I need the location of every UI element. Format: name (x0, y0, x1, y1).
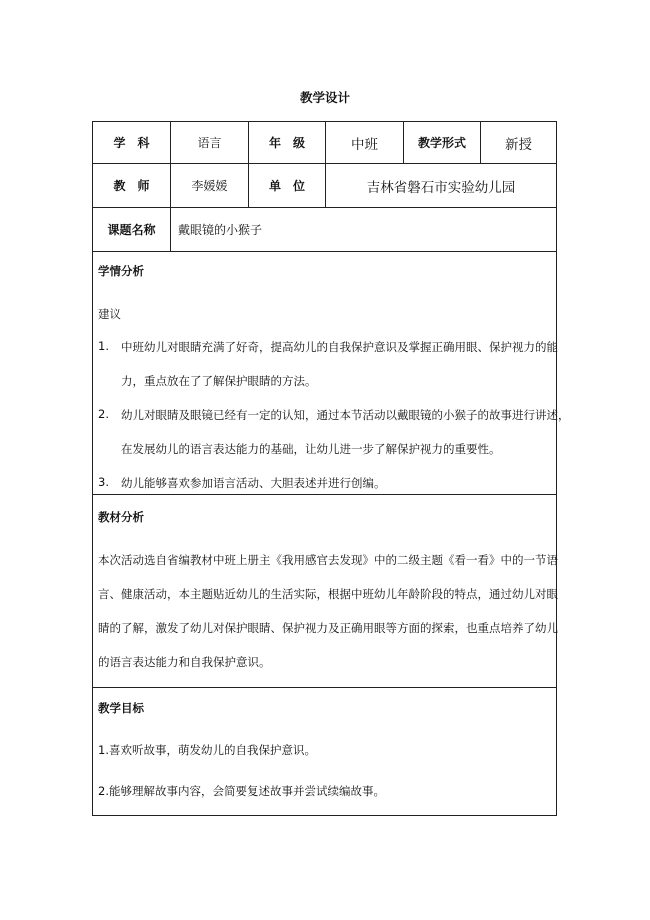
paragraph-line: 本次活动选自省编教材中班上册主《我用感官去发现》中的二级主题《看一看》中的一节语 (98, 553, 558, 567)
lesson-plan-table (92, 121, 570, 816)
form-value: 新授 (505, 136, 532, 153)
teaching-goals-heading: 教学目标 (98, 701, 144, 715)
grade-value: 中班 (351, 136, 378, 153)
paragraph-line: 的语言表达能力和自我保护意识。 (98, 655, 271, 669)
material-analysis-heading: 教材分析 (98, 510, 144, 524)
subject-value: 语言 (197, 136, 222, 150)
list-item-line: 幼儿能够喜欢参加语言活动、大胆表述并进行创编。 (121, 476, 386, 490)
unit-label: 单 位 (268, 179, 305, 193)
section-divider (93, 687, 556, 688)
document-title: 教学设计 (299, 90, 350, 105)
topic-label: 课题名称 (107, 223, 156, 237)
paragraph-line: 言、健康活动，本主题贴近幼儿的生活实际，根据中班幼儿年龄阶段的特点，通过幼儿对眼 (98, 587, 558, 601)
list-item-line: 幼儿对眼睛及眼镜已经有一定的认知，通过本节活动以戴眼镜的小猴子的故事进行讲述， (121, 408, 570, 422)
paragraph-line: 睛的了解，激发了幼儿对保护眼睛、保护视力及正确用眼等方面的探索，也重点培养了幼儿 (98, 621, 558, 635)
grade-label: 年 级 (268, 136, 305, 150)
subject-label: 学 科 (113, 136, 150, 150)
row-divider (93, 251, 556, 252)
list-item-line: 中班幼儿对眼睛充满了好奇，提高幼儿的自我保护意识及掌握正确用眼、保护视力的能 (121, 340, 558, 354)
goal-item: 2.能够理解故事内容，会简要复述故事并尝试续编故事。 (98, 784, 385, 798)
unit-value: 吉林省磐石市实验幼儿园 (366, 179, 516, 196)
list-item-line: 在发展幼儿的语言表达能力的基础，让幼儿进一步了解保护视力的重要性。 (121, 442, 501, 456)
list-item-number: 2. (98, 407, 109, 421)
section-divider (93, 494, 556, 495)
form-label: 教学形式 (417, 136, 466, 150)
list-item-number: 1. (98, 339, 109, 353)
teacher-value: 李媛媛 (191, 179, 228, 193)
learner-analysis-heading: 学情分析 (98, 264, 144, 278)
list-item-line: 力，重点放在了了解保护眼睛的方法。 (121, 374, 317, 388)
list-item-number: 3. (98, 475, 109, 489)
goal-item: 1.喜欢听故事，萌发幼儿的自我保护意识。 (98, 743, 316, 757)
learner-analysis-intro: 建议 (98, 307, 121, 321)
teacher-label: 教 师 (113, 179, 150, 193)
topic-value: 戴眼镜的小猴子 (178, 223, 263, 237)
